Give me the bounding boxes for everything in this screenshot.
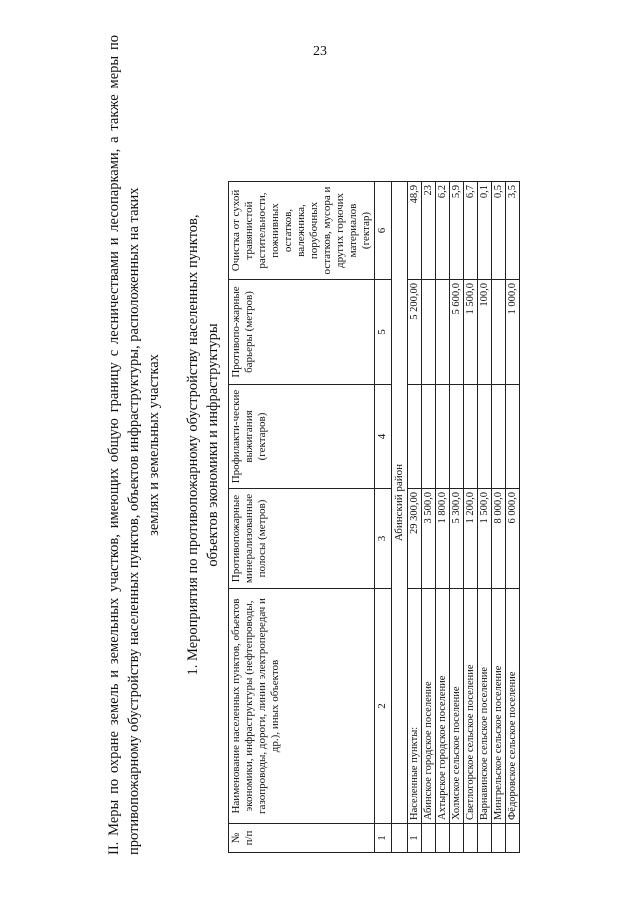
row-mineral-strips: 8 000,0 xyxy=(492,489,506,589)
row-mineral-strips: 1 500,0 xyxy=(478,489,492,589)
row-fire-barriers xyxy=(436,280,450,385)
row-number xyxy=(464,824,478,853)
row-mineral-strips: 5 300,0 xyxy=(450,489,464,589)
row-fire-barriers xyxy=(492,280,506,385)
table-row xyxy=(492,182,506,853)
row-number xyxy=(450,824,464,853)
row-name: Ахтырское городское поселение xyxy=(436,589,450,824)
table-row xyxy=(436,182,450,853)
row-fire-barriers: 1 500,0 xyxy=(464,280,478,385)
row-mineral-strips: 1 200,0 xyxy=(464,489,478,589)
row-mineral-strips: 1 800,0 xyxy=(436,489,450,589)
row-fire-barriers: 5 200,00 xyxy=(408,280,422,385)
row-number xyxy=(436,824,450,853)
row-fire-barriers: 5 600,0 xyxy=(450,280,464,385)
row-mineral-strips: 6 000,0 xyxy=(506,489,520,589)
row-name: Светлогорское сельское поселение xyxy=(464,589,478,824)
row-number xyxy=(478,824,492,853)
row-name: Населенные пункты: xyxy=(408,589,422,824)
table-row xyxy=(506,182,520,853)
row-prescribed-burns xyxy=(436,385,450,489)
row-name: Мингрельское сельское поселение xyxy=(492,589,506,824)
page-number: 23 xyxy=(313,44,327,59)
column-number: 6 xyxy=(375,182,392,280)
row-cleaning: 3,5 xyxy=(506,182,520,280)
column-number: 3 xyxy=(375,489,392,589)
row-prescribed-burns xyxy=(492,385,506,489)
subsection-title xyxy=(183,165,223,725)
row-name: Фёдоровское сельское поселение xyxy=(506,589,520,824)
row-prescribed-burns xyxy=(408,385,422,489)
row-cleaning: 6,7 xyxy=(464,182,478,280)
row-number xyxy=(492,824,506,853)
row-name: Варнавинское сельское поселение xyxy=(478,589,492,824)
section-heading-line-3: землях и земельных участках xyxy=(146,354,162,536)
column-number: 1 xyxy=(375,824,392,853)
row-cleaning: 0,5 xyxy=(492,182,506,280)
district-row xyxy=(392,182,408,853)
table-row xyxy=(464,182,478,853)
row-name: Абинское городское поселение xyxy=(422,589,436,824)
table-header-row xyxy=(229,182,375,853)
col-header-cleaning: Очистка от сухой травянистой растительности, пожнивных остатков, валежника, порубочных остатков, мусора и других горючих материалов (гектар) xyxy=(229,182,375,280)
row-prescribed-burns xyxy=(450,385,464,489)
col-header-number: № п/п xyxy=(229,824,375,853)
table-row xyxy=(422,182,436,853)
measures-table xyxy=(228,181,520,853)
section-heading xyxy=(104,35,164,855)
row-cleaning: 5,9 xyxy=(450,182,464,280)
subsection-title-line-2: объектов экономики и инфраструктуры xyxy=(205,323,221,567)
subsection-title-line-1: 1. Мероприятия по противопожарному обустройству населенных пунктов, xyxy=(185,214,201,676)
row-cleaning: 23 xyxy=(422,182,436,280)
row-prescribed-burns xyxy=(422,385,436,489)
row-fire-barriers: 100,0 xyxy=(478,280,492,385)
district-name: Абинский район xyxy=(392,182,408,824)
table-row xyxy=(478,182,492,853)
row-number xyxy=(506,824,520,853)
table-body xyxy=(408,182,520,853)
row-prescribed-burns xyxy=(478,385,492,489)
row-prescribed-burns xyxy=(506,385,520,489)
row-fire-barriers xyxy=(422,280,436,385)
row-mineral-strips: 29 300,00 xyxy=(408,489,422,589)
row-cleaning: 6,2 xyxy=(436,182,450,280)
column-number: 5 xyxy=(375,280,392,385)
row-prescribed-burns xyxy=(464,385,478,489)
row-number xyxy=(422,824,436,853)
row-number: 1 xyxy=(408,824,422,853)
col-header-prescribed-burns: Профилакти-ческие выжигания (гектаров) xyxy=(229,385,375,489)
table-row xyxy=(450,182,464,853)
table-row xyxy=(408,182,422,853)
col-header-fire-barriers: Противопо-жарные барьеры (метров) xyxy=(229,280,375,385)
col-header-name: Наименование населенных пунктов, объектов экономики, инфраструктуры (нефтепроводы, газопроводы, дороги, линии электропередач и др.), иных объектов xyxy=(229,589,375,824)
column-number: 2 xyxy=(375,589,392,824)
col-header-mineral-strips: Противопожарные минерализованные полосы (метров) xyxy=(229,489,375,589)
row-cleaning: 48,9 xyxy=(408,182,422,280)
section-heading-line-1: II. Меры по охране земель и земельных участков, имеющих общую границу с лесничествами и лесопарками, а также xyxy=(106,94,122,855)
column-number-row xyxy=(375,182,392,853)
district-spacer xyxy=(392,824,408,853)
row-mineral-strips: 3 500,0 xyxy=(422,489,436,589)
row-name: Холмское сельское поселение xyxy=(450,589,464,824)
column-number: 4 xyxy=(375,385,392,489)
row-cleaning: 0,1 xyxy=(478,182,492,280)
section-heading-line-2: меры по противопожарному обустройству населенных пунктов, объектов инфраструктуры, расположенных на таких xyxy=(106,34,142,855)
row-fire-barriers: 1 000,0 xyxy=(506,280,520,385)
